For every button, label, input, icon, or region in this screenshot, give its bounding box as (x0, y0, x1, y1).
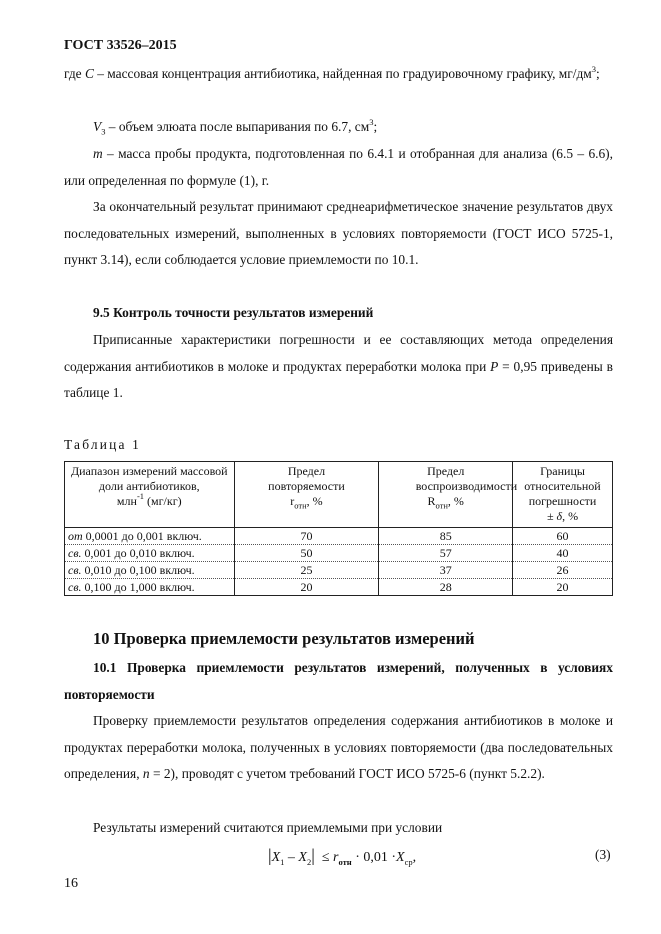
range-value: 0,0001 до 0,001 включ. (82, 528, 202, 543)
range-prefix: св. (68, 579, 82, 594)
header-r-sym: r (290, 494, 295, 508)
header-repeatability (234, 462, 379, 528)
document-header: ГОСТ 33526–2015 (64, 38, 177, 53)
range-prefix: св. (68, 562, 82, 577)
text-where: где (64, 66, 85, 81)
section-9-5-heading: 9.5 Контроль точности результатов измерений (93, 305, 374, 320)
sup-v: 3 (369, 116, 374, 127)
formula-x2: X (298, 850, 307, 865)
table-row (65, 528, 613, 545)
var-v: V (93, 119, 102, 134)
var-p: P (490, 358, 499, 374)
sub-v: 3 (101, 126, 106, 137)
range-value: 0,010 до 0,100 включ. (81, 562, 195, 577)
header-delta-unit: , % (562, 509, 579, 523)
range-value: 0,001 до 0,010 включ. (81, 545, 195, 560)
section-9-5-text (64, 327, 613, 407)
range-value: 0,100 до 1,000 включ. (81, 579, 195, 594)
formula-mid: · 0,01 · (351, 850, 397, 865)
table-header-row (65, 462, 613, 528)
header-error-text: Границы относительной погрешности (524, 464, 601, 508)
formula-r: r (333, 850, 339, 865)
header-range-sup: -1 (136, 491, 145, 501)
header-range (65, 462, 235, 528)
var-c: C (84, 66, 94, 81)
table-row (65, 562, 613, 579)
text-m-desc: – масса пробы продукта, подготовленная по 6.4.1 и отобранная для анализа (6.5 – 6.6), или определенная по формуле (1), г. (64, 146, 613, 188)
text-10-1-end: = 2), проводят с учетом требований ГОСТ ИСО 5725-6 (пункт 5.2.2). (149, 766, 545, 781)
section-10-1-heading: 10.1 Проверка приемлемости результатов измерений, полученных в условиях повторяемости (64, 660, 613, 702)
cell-delta: 26 (513, 562, 613, 579)
formula-x1: X (271, 850, 281, 865)
var-n: n (142, 766, 150, 781)
cell-R: 85 (379, 528, 513, 545)
header-range-unit-end: (мг/кг) (144, 494, 182, 508)
var-m: m (93, 146, 103, 161)
cell-R: 28 (379, 579, 513, 596)
cell-delta: 40 (513, 545, 613, 562)
formula-xcp: X (396, 850, 405, 865)
cell-range (65, 545, 235, 562)
text-v-end: ; (373, 119, 378, 134)
header-r-unit: , % (306, 494, 323, 508)
text-9-5-start: Приписанные характеристики погрешности и ее составляющих метода определения содержания антибиотиков в молоке и продуктах переработки молока при (64, 332, 613, 374)
table-1 (64, 461, 613, 596)
range-prefix: от (68, 528, 83, 543)
equation-number: (3) (595, 847, 611, 862)
text-v-desc: – объем элюата после выпаривания по 6.7, см (105, 119, 370, 134)
formula-r-sub: отн (338, 856, 352, 867)
header-delta-sym: ± δ (546, 509, 563, 523)
text-10-1-start: Проверку приемлемости результатов определения содержания антибиотиков в молоке и продуктах переработки молока, полученных в условиях повторяемости (два последовательных определения, (64, 713, 613, 781)
formula-tail: , (412, 850, 417, 865)
formula-3: $|X_1 - X_2| \le r_{отн} \cdot 0,01 \cdot X_{ср}$, (268, 845, 417, 867)
table-row (65, 545, 613, 562)
formula-leq: ≤ (321, 850, 334, 865)
table-caption: Таблица 1 (64, 437, 142, 452)
para-variable-m (64, 141, 613, 194)
cell-range (65, 579, 235, 596)
header-error-bounds (513, 462, 613, 528)
para-variable-v (64, 114, 613, 141)
header-repeatability-text: Предел повторяемости (268, 464, 345, 493)
cell-delta: 20 (513, 579, 613, 596)
range-prefix: св. (68, 545, 82, 560)
sup-c: 3 (591, 63, 597, 74)
cell-R: 37 (379, 562, 513, 579)
header-reproducibility (379, 462, 518, 528)
header-R-unit: , % (447, 494, 464, 508)
cell-R: 57 (379, 545, 513, 562)
section-10-1-condition: Результаты измерений считаются приемлемыми при условии (93, 820, 443, 835)
header-reproducibility-text: Предел воспроизводимости (415, 464, 518, 493)
section-10-1-text (64, 708, 613, 788)
header-R-sub: отн (435, 500, 448, 511)
cell-range (65, 528, 235, 545)
text-9-5-end: = 0,95 приведены в таблице 1. (64, 358, 613, 400)
table-row (65, 579, 613, 596)
header-range-text: Диапазон измерений массовой доли антибиотиков, (70, 464, 228, 493)
cell-delta: 60 (513, 528, 613, 545)
cell-r: 70 (234, 528, 379, 545)
cell-r: 20 (234, 579, 379, 596)
para-final-result: За окончательный результат принимают среднеарифметическое значение результатов двух последовательных измерений, выполненных в условиях повторяемости (ГОСТ ИСО 5725-1, пункт 3.14), если соблюдается условие приемлемости по 10.1. (64, 199, 613, 267)
cell-range (65, 562, 235, 579)
para-variable-c (64, 61, 613, 88)
header-r-sub: отн (294, 500, 307, 511)
cell-r: 50 (234, 545, 379, 562)
header-R-sym: R (427, 494, 436, 508)
text-c-desc: – массовая концентрация антибиотика, найденная по градуировочному графику, мг/дм (93, 66, 592, 81)
formula-x1-sub: 1 (280, 856, 285, 867)
cell-r: 25 (234, 562, 379, 579)
formula-xcp-sub: ср (404, 856, 413, 867)
formula-minus: – (284, 850, 299, 865)
header-range-unit: млн (116, 494, 137, 508)
formula-x2-sub: 2 (306, 856, 312, 867)
text-c-end: ; (596, 66, 600, 81)
section-10-heading: 10 Проверка приемлемости результатов измерений (93, 629, 475, 648)
page-number: 16 (64, 876, 78, 891)
